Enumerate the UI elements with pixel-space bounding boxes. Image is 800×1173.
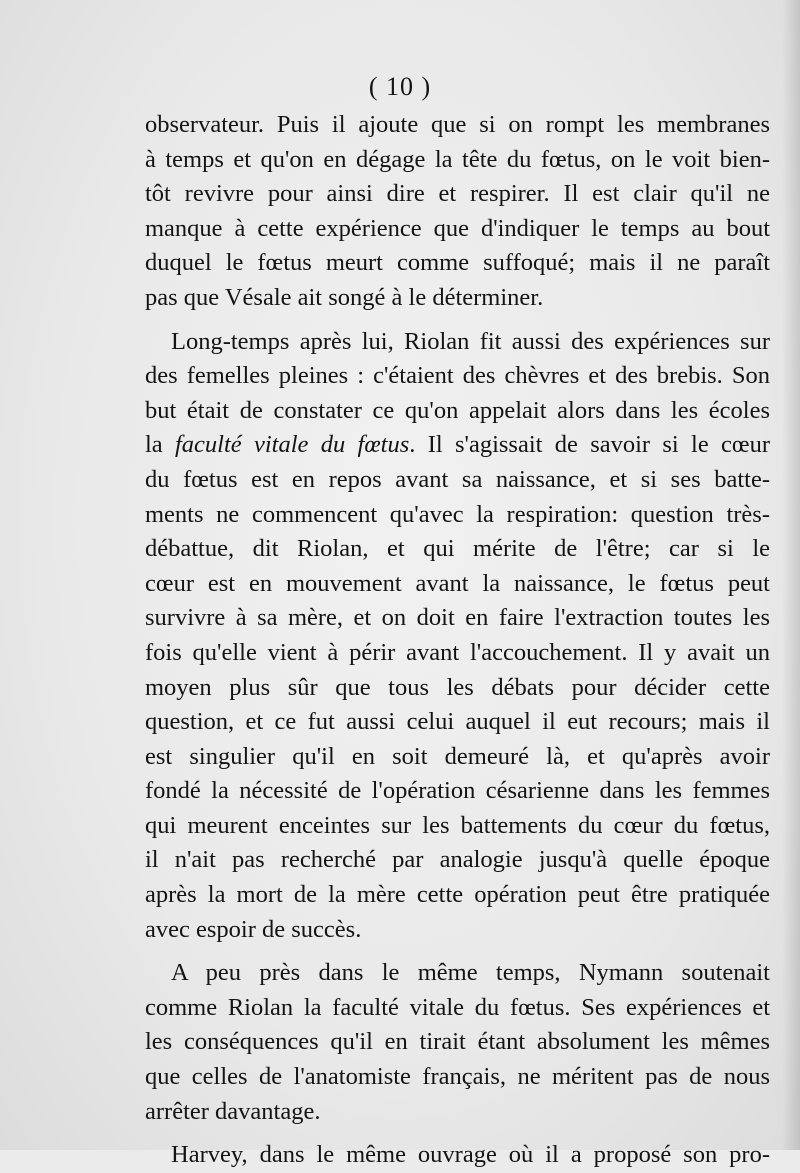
text-line: manque à cette expérience que d'indiquer le temps au bout — [145, 214, 770, 242]
text-line: que celles de l'anatomiste français, ne méritent pas de nous — [145, 1063, 770, 1091]
text-line: qui meurent enceintes sur les battements du cœur du fœtus, — [145, 811, 770, 839]
text-line: pas que Vésale ait songé à le déterminer. — [145, 283, 544, 311]
text-line: des femelles pleines : c'étaient des chèvres et des brebis. Son — [145, 362, 770, 390]
text-line: tôt revivre pour ainsi dire et respirer. Il est clair qu'il ne — [145, 180, 770, 208]
paragraph-spacer — [145, 947, 770, 956]
text-line: moyen plus sûr que tous les débats pour décider cette — [145, 673, 770, 701]
text-line: fondé la nécessité de l'opération césarienne dans les femmes — [145, 777, 770, 805]
paragraph-2 — [145, 325, 770, 948]
text-line: est singulier qu'il en soit demeuré là, et qu'après avoir — [145, 742, 770, 770]
text-line: du fœtus est en repos avant sa naissance, et si ses batte- — [145, 465, 770, 493]
paragraph-4 — [145, 1138, 770, 1173]
text-line: après la mort de la mère cette opération peut être pratiquée — [145, 881, 770, 909]
text-line: duquel le fœtus meurt comme suffoqué; mais il ne paraît — [145, 249, 770, 277]
text-fragment: . Il s'agissait de savoir si le cœur — [409, 431, 771, 459]
text-line: débattue, dit Riolan, et qui mérite de l'être; car si le — [145, 535, 770, 563]
text-line: ments ne commencent qu'avec la respiration: question très- — [145, 500, 770, 528]
text-line: but était de constater ce qu'on appelait alors dans les écoles — [145, 396, 770, 424]
text-line: fois qu'elle vient à périr avant l'accouchement. Il y avait un — [145, 638, 770, 666]
page-edge-shadow — [782, 0, 800, 1150]
text-line: question, et ce fut aussi celui auquel il eut recours; mais il — [145, 708, 770, 736]
text-line: survivre à sa mère, et on doit en faire l'extraction toutes les — [145, 604, 770, 632]
text-line: observateur. Puis il ajoute que si on rompt les membranes — [145, 111, 770, 138]
text-line-with-italic — [145, 428, 770, 463]
text-line: les conséquences qu'il en tirait étant absolument les mêmes — [145, 1028, 770, 1056]
text-line: avec espoir de succès. — [145, 915, 362, 943]
paragraph-spacer — [145, 316, 770, 325]
text-fragment: la — [145, 431, 175, 459]
italic-phrase: faculté vitale du fœtus — [175, 431, 410, 459]
text-line: arrêter davantage. — [145, 1097, 321, 1125]
paragraph-3 — [145, 956, 770, 1129]
text-line: cœur est en mouvement avant la naissance, le fœtus peut — [145, 569, 770, 597]
text-line: Harvey, dans le même ouvrage où il a proposé son pro- — [171, 1141, 770, 1169]
text-line: il n'ait pas recherché par analogie jusqu'à quelle époque — [145, 846, 770, 874]
paragraph-spacer — [145, 1129, 770, 1138]
paragraph-1 — [145, 108, 770, 316]
text-line: A peu près dans le même temps, Nymann soutenait — [171, 959, 770, 987]
text-line: comme Riolan la faculté vitale du fœtus. Ses expériences et — [145, 993, 770, 1021]
body-text — [145, 108, 770, 1173]
text-line: à temps et qu'on en dégage la tête du fœtus, on le voit bien- — [145, 145, 770, 173]
text-line: Long-temps après lui, Riolan fit aussi des expériences sur — [171, 327, 770, 355]
page-number: ( 10 ) — [368, 72, 432, 101]
